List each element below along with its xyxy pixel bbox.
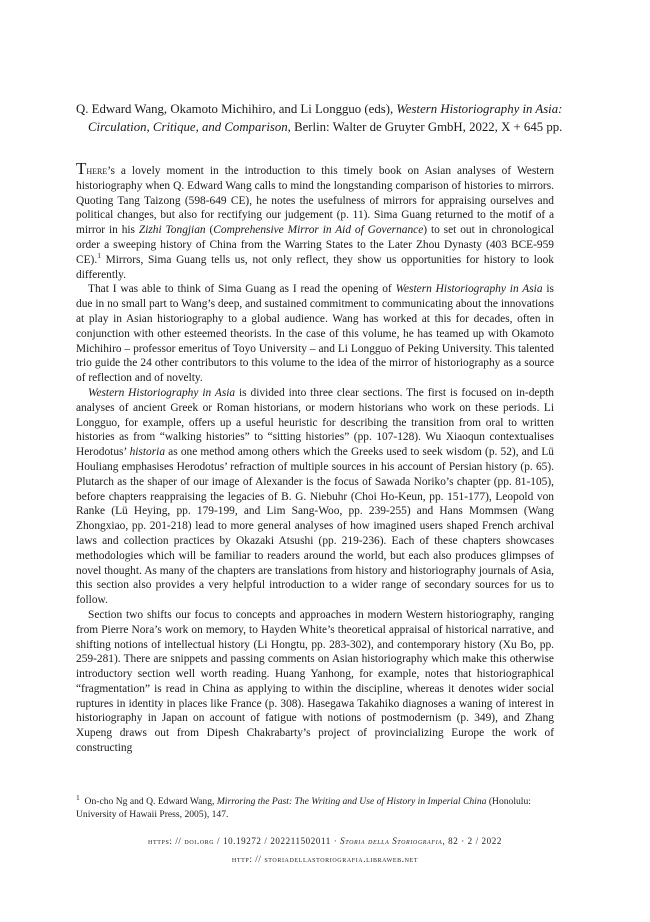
footnote-number: 1 <box>76 792 80 802</box>
text: is divided into three clear sections. The first is focused on in-depth analyses of ancient Greek or Roman historians, or modern historians who work on these periods. Li Longguo, for example, offers up a useful heuristic for describing the transition from oral to written histories as from “walking histories” to “sitting histories” (pp. 107-128). Wu Xiaoqun contextualises Herodotus’ <box>76 386 554 459</box>
journal-url-link[interactable]: http: // storiadellastoriografia.libraweb.net <box>231 854 419 864</box>
italic-title: Western Historiography in Asia <box>395 283 543 296</box>
paragraph-3 <box>76 386 554 608</box>
footer-url-line <box>0 854 650 864</box>
book-title: Western Historiography in Asia: Circulation, Critique, and Comparison <box>88 102 563 134</box>
text: ’s a lovely moment in the introduction to this timely book on Asian analyses of Western historiography when Q. Edward Wang calls to mind the longstanding comparison of histories to mirrors. Quoting Tang Taizong (598-649 CE), he notes the usefulness of mirrors for appraising ourselves and political changes, but also for rectifying our judgement (p. 11). Sima Guang returned to the motif of a mirror in his <box>76 165 554 237</box>
drop-cap: T <box>76 159 87 178</box>
citation-editors: Q. Edward Wang, Okamoto Michihiro, and Li Longguo (eds), <box>76 102 394 116</box>
doi-link[interactable]: https: // doi.org / 10.19272 / 202211502011 <box>148 836 331 846</box>
citation-publisher: , Berlin: Walter de Gruyter GmbH, 2022, X + 645 pp. <box>287 120 563 134</box>
italic-title: Western Historiography in Asia <box>88 386 236 399</box>
text: (Honolulu: University of Hawaii Press, 2005), 147. <box>76 796 531 820</box>
italic-title: Comprehensive Mirror in Aid of Governance <box>213 224 424 237</box>
text: On-cho Ng and Q. Edward Wang, <box>84 796 217 807</box>
text: Section two shifts our focus to concepts and approaches in modern Western historiography, ranging from Pierre Nora’s work on memory, to Hayden White’s theoretical appraisal of historical narrative, and shifting notions of intellectual history (Li Hongtu, pp. 283-302), and contemporary history (Xu Bo, pp. 259-281). There are snippets and passing comments on Asian historiography which make this otherwise introductory section well worth reading. Huang Yanhong, for example, notes that historiographical “fragmentation” is read in China as applying to within the discipline, whereas it denotes wider social ruptures in identity in places like France (p. 308). Hasegawa Takahiko diagnoses a waning of interest in historiography in Japan on account of fatigue with notions of postmodernism (p. 349), and Zhang Xupeng draws out from Dipesh Chakrabarty’s project of provincializing Europe the work of constructing <box>76 608 554 755</box>
footer-doi-line <box>0 836 650 846</box>
lead-in: here <box>86 165 108 177</box>
paragraph-2 <box>76 282 554 386</box>
text: Mirrors, Sima Guang tells us, not only reflect, they show us opportunities for history to look differently. <box>76 253 554 281</box>
journal-name: Storia della Storiografia <box>340 836 443 846</box>
book-citation <box>76 100 566 136</box>
text: as one method among others which the Greeks used to seek wisdom (p. 52), and Lü Houliang emphasises Herodotus’ refraction of multiple sources in his account of Persian history (p. 65). Plutarch as the shaper of our image of Alexander is the focus of Sawada Noriko’s chapter (pp. 81-105), before chapters reappraising the legacies of B. G. Niebuhr (Choi Ho-Keun, pp. 151-177), Leopold von Ranke (Lü Heying, pp. 179-199, and Lim Sang-Woo, pp. 239-255) and Hans Mommsen (Wang Zhongxiao, pp. 201-218) lead to more general analyses of how imagined users shaped French archival laws and collection practices by Okazaki Atsushi (pp. 219-236). Each of these chapters showcases methodologies which will be familiar to readers around the world, but each also produces glimpses of novel thought. As many of the chapters are translations from history and historiography journals of Asia, this section also provides a very helpful introduction to a wider range of secondary sources for us to follow. <box>76 446 554 607</box>
italic-term: historia <box>129 446 166 459</box>
text: is due in no small part to Wang’s deep, and sustained commitment to communicating about the innovations at play in Asian historiography to a global audience. Wang has worked at this for decades, often in conjunction with other esteemed theorists. In the case of this volume, he has teamed up with Okamoto Michihiro – professor emeritus of Toyo University – and Li Longguo of Peking University. This talented trio guide the 24 other contributors to this volume to the idea of the mirror of historiography as a source of reflection and of novelty. <box>76 283 554 385</box>
text: ( <box>205 224 214 237</box>
footnote-reference[interactable]: 1 <box>97 250 101 260</box>
issue-info: , 82 · 2 / 2022 <box>442 836 502 846</box>
italic-title: Mirroring the Past: The Writing and Use of History in Imperial China <box>216 796 487 807</box>
review-body <box>76 159 554 756</box>
paragraph-1 <box>76 159 554 282</box>
paragraph-4 <box>76 608 554 756</box>
footnote <box>76 792 554 821</box>
separator: · <box>330 836 341 846</box>
italic-title: Zizhi Tongjian <box>138 224 206 237</box>
text: ) to set out in chronological order a sweeping history of China from the Warring States to the Later Zhou Dynasty (403 BCE-959 CE). <box>76 224 554 266</box>
text: That I was able to think of Sima Guang as I read the opening of <box>88 283 396 296</box>
